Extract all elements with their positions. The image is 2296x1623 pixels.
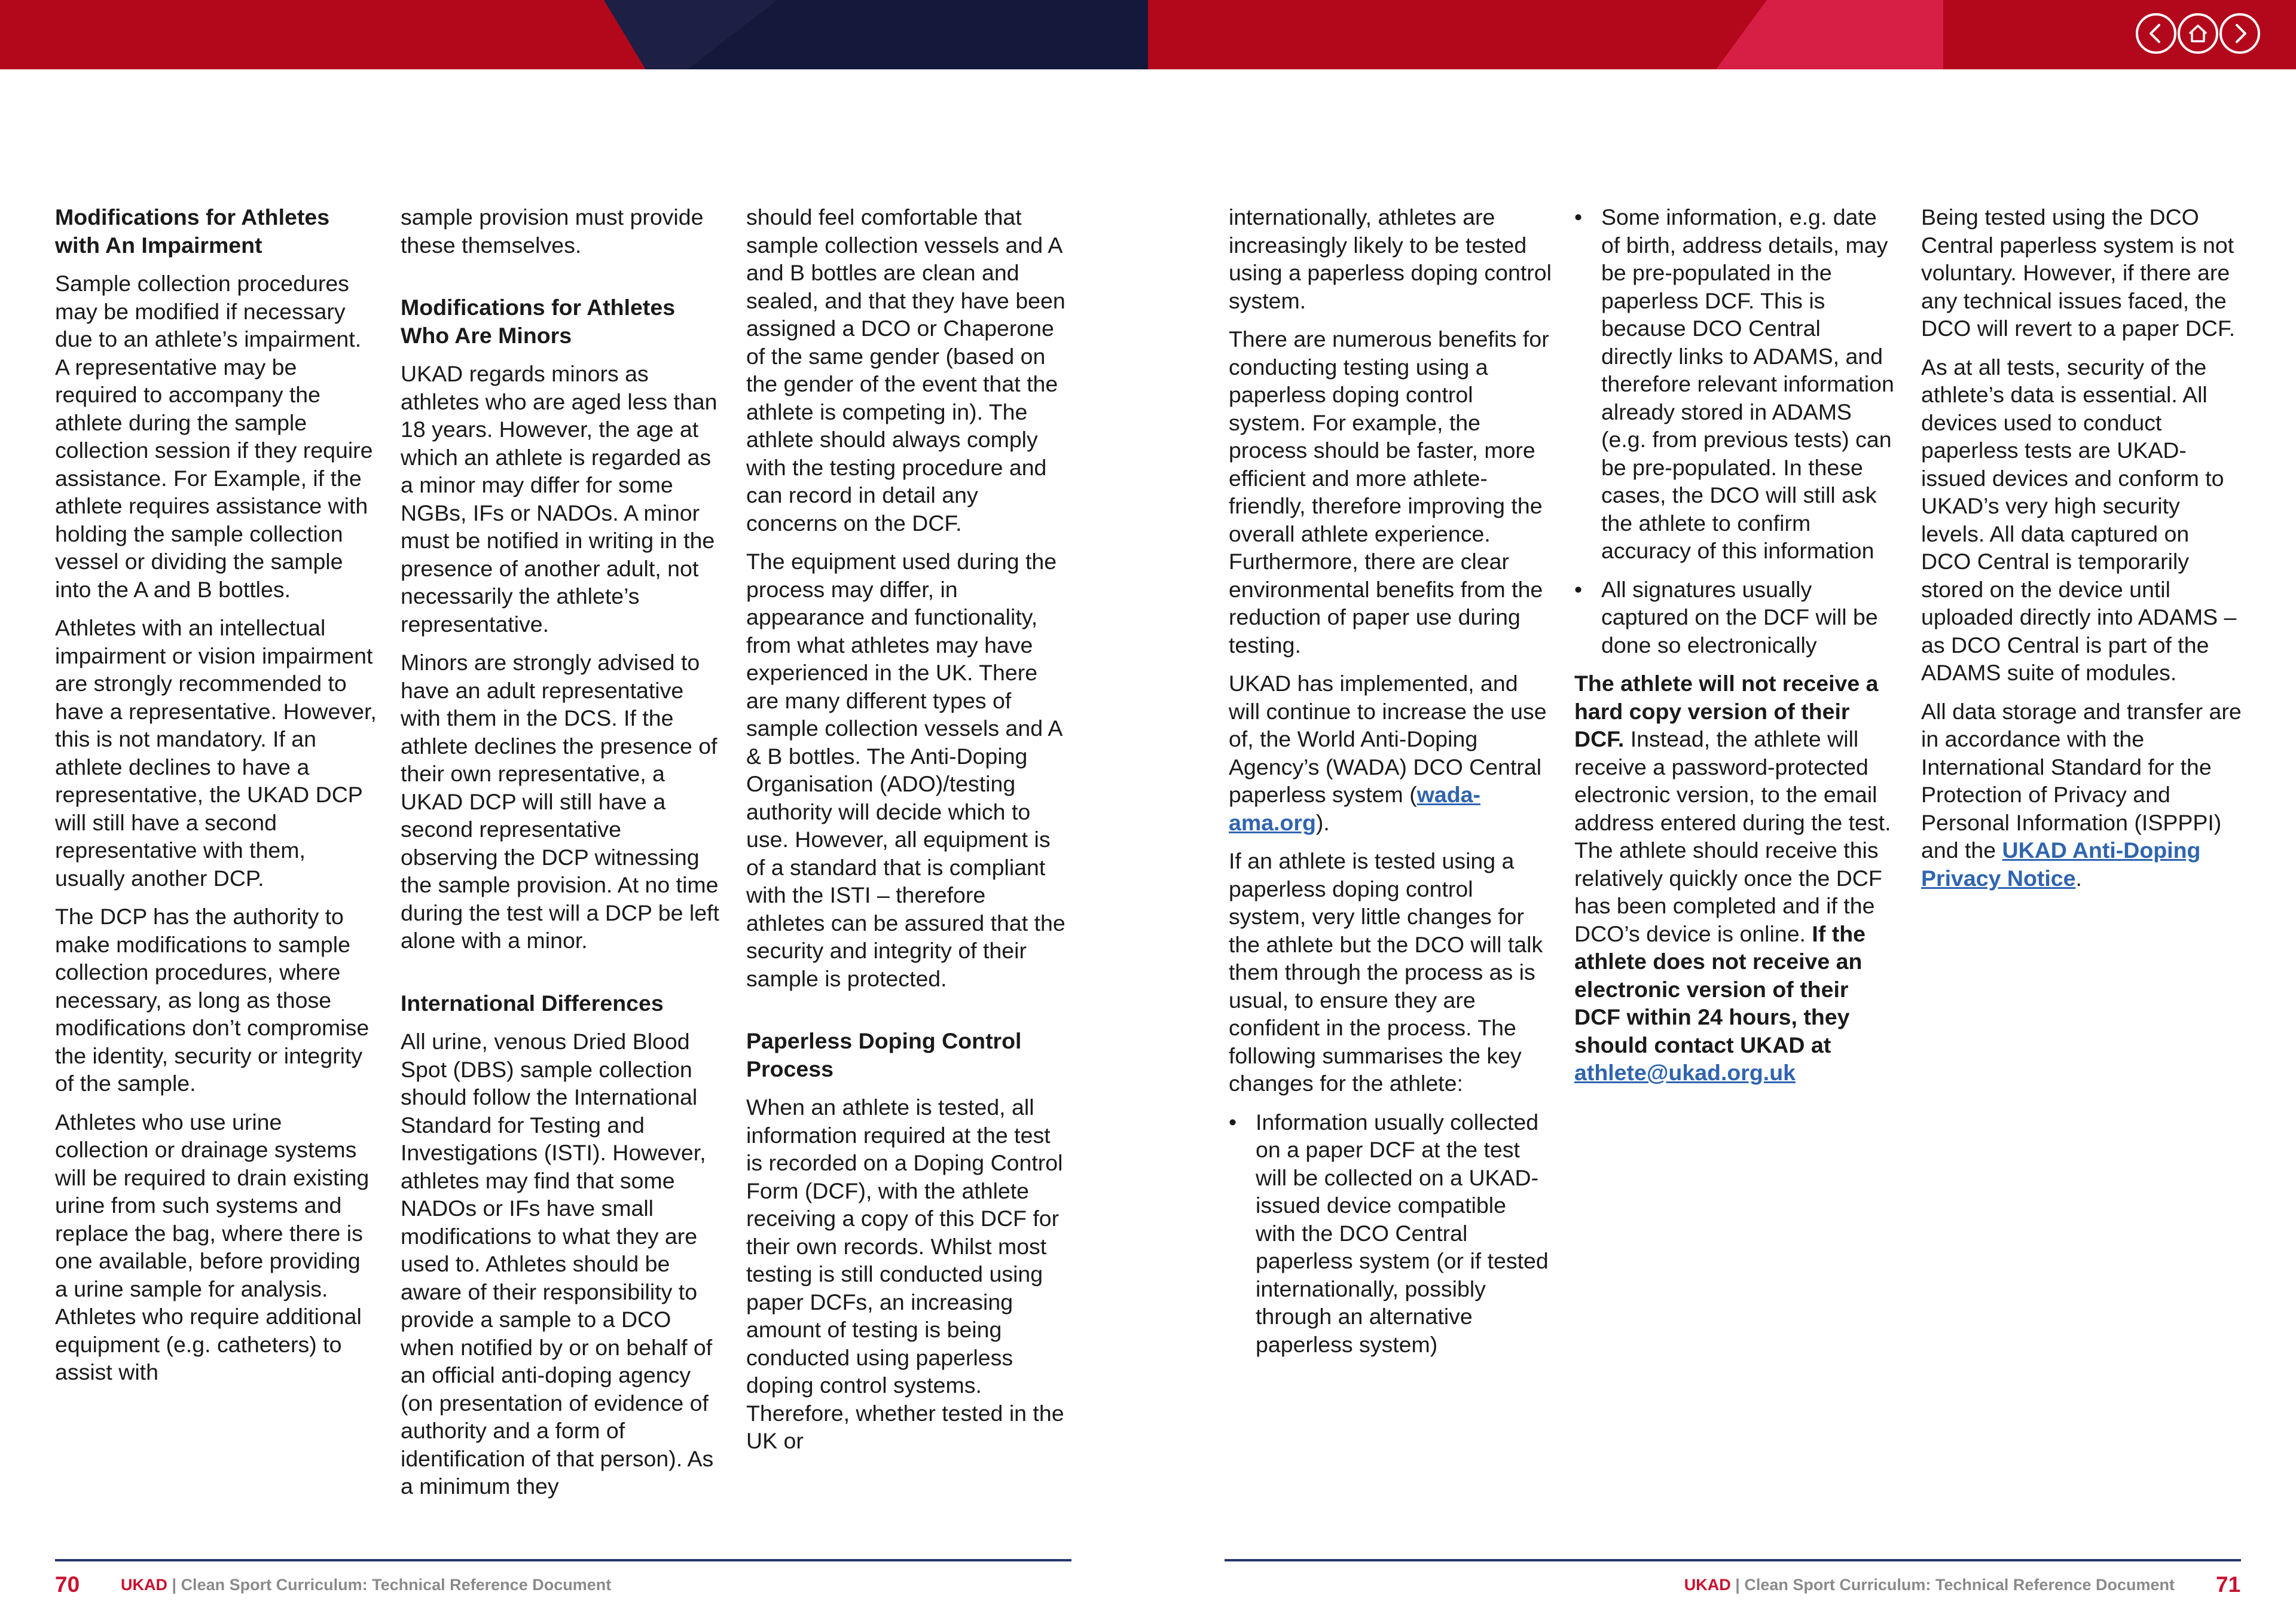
paragraph: UKAD regards minors as athletes who are aged less than 18 years. However, the age at which an athlete is regarded as a minor may differ for some NGBs, IFs or NADOs. A minor must be notified in writing in the presence of another adult, not necessarily the athlete’s representative. (401, 361, 718, 637)
paragraph (1921, 698, 2244, 893)
bullet-list (1574, 203, 1897, 659)
privacy-notice-link[interactable]: UKAD Anti-Doping Privacy Notice (1921, 838, 2201, 891)
header-decoration (0, 0, 2296, 69)
page-number-right: 71 (2216, 1572, 2241, 1597)
column-6 (1921, 203, 2244, 903)
footer-brand: UKAD (121, 1576, 167, 1594)
footer-separator: | (167, 1576, 181, 1594)
paragraph: The DCP has the authority to make modifications to sample collection procedures, where necessary, as long as those modifications don’t compromise the identity, security or integrity of the sample. (55, 904, 370, 1096)
footer-separator: | (1730, 1576, 1745, 1594)
paragraph (1574, 670, 1897, 1087)
list-item: • Information usually collected on a paper DCF at the test will be collected on a UKAD-issued device compatible with the DCO Central paperless system (or if tested internationally, possibly through an alternative paperless system) (1256, 1108, 1552, 1359)
heading-international: International Differences (401, 990, 664, 1016)
bold-text: If the athlete does not receive an electronic version of their DCF within 24 hours, they should contact UKAD at (1574, 921, 1866, 1057)
bullet-list (1229, 1108, 1552, 1359)
list-item: • All signatures usually captured on the DCF will be done so electronically (1601, 576, 1897, 659)
header-banner (0, 0, 2296, 69)
paragraph: The equipment used during the process may differ, in appearance and functionality, from what athletes may have experienced in the UK. There are many different types of sample collection vessels and A & B bottles. The Anti-Doping Organisation (ADO)/testing authority will decide which to use. However, all equipment is of a standard that is compliant with the ISTI – therefore athletes can be assured that the security and integrity of their sample is protected. (746, 549, 1065, 991)
heading-paperless: Paperless Doping Control Process (746, 1028, 1022, 1081)
footer-title-left (121, 1576, 611, 1594)
chevron-left-icon[interactable] (2136, 13, 2176, 54)
footer-title-right (1684, 1576, 2175, 1594)
list-item: • Some information, e.g. date of birth, address details, may be pre-populated in the paperless DCF. This is because DCO Central directly links to ADAMS, and therefore relevant information already stored in ADAMS (e.g. from previous tests) can be pre-populated. In these cases, the DCO will still ask the athlete to confirm accuracy of this information (1601, 203, 1897, 565)
paragraph: should feel comfortable that sample collection vessels and A and B bottles are clean and sealed, and that they have been assigned a DCO or Chaperone of the same gender (based on the gender of the event that the athlete is competing in). The athlete should always comply with the testing procedure and can record in detail any concerns on the DCF. (746, 204, 1065, 536)
heading-impairment: Modifications for Athletes with An Impairment (55, 204, 330, 258)
paragraph: There are numerous benefits for conducting testing using a paperless doping control system. For example, the process should be faster, more efficient and more athlete-friendly, therefore improving the overall athlete experience. Furthermore, there are clear environmental benefits from the reduction of paper use during testing. (1229, 326, 1549, 658)
paragraph: Athletes who use urine collection or drainage systems will be required to drain existing urine from such systems and replace the bag, where there is one available, before providing a urine sample for analysis. Athletes who require additional equipment (e.g. catheters) to assist with (55, 1109, 370, 1384)
paragraph: Athletes with an intellectual impairment or vision impairment are strongly recommended to have a representative. However, this is not mandatory. If an athlete declines to have a representative, the UKAD DCP will still have a second representative with them, usually another DCP. (55, 615, 377, 891)
nav-buttons (2136, 13, 2260, 56)
column-4 (1229, 203, 1552, 1369)
column-5 (1574, 203, 1897, 1098)
paragraph: All urine, venous Dried Blood Spot (DBS) sample collection should follow the International Standard for Testing and Investigations (ISTI). However, athletes may find that some NADOs or IFs have small modifications to what they are used to. Athletes should be aware of their responsibility to provide a sample to a DCO when notified by or on behalf of an official anti-doping agency (on presentation of evidence of authority and a form of identification of that person). As a minimum they (401, 1029, 714, 1499)
footer-divider (1225, 1559, 2241, 1561)
email-link[interactable]: athlete@ukad.org.uk (1574, 1060, 1796, 1085)
text: Instead, the athlete will receive a password-protected electronic version, to the email address entered during the test. The athlete should receive this relatively quickly once the DCF has been completed and if the DCO’s device is online. (1574, 726, 1891, 946)
text: ). (1315, 809, 1330, 835)
paragraph: internationally, athletes are increasingly likely to be tested using a paperless doping control system. (1229, 204, 1552, 313)
wada-link[interactable]: wada-ama.org (1229, 782, 1480, 835)
footer-brand: UKAD (1684, 1576, 1731, 1594)
chevron-right-icon[interactable] (2219, 13, 2260, 54)
home-icon[interactable] (2178, 13, 2218, 54)
column-3 (746, 203, 1069, 1466)
column-2 (401, 203, 723, 1511)
text: UKAD has implemented, and will continue to increase the use of, the World Anti-Doping Agency’s (WADA) DCO Central paperless system ( (1229, 671, 1547, 807)
column-1 (55, 203, 378, 1397)
paragraph: When an athlete is tested, all information required at the test is recorded on a Doping Control Form (DCF), with the athlete receiving a copy of this DCF for their own records. Whilst most testing is still conducted using paper DCFs, an increasing amount of testing is being conducted using paperless doping control systems. Therefore, whether tested in the UK or (746, 1095, 1064, 1453)
paragraph: As at all tests, security of the athlete’s data is essential. All devices used to conduct paperless tests are UKAD-issued devices and conform to UKAD’s very high security levels. All data captured on DCO Central is temporarily stored on the device until uploaded directly into ADAMS – as DCO Central is part of the ADAMS suite of modules. (1921, 354, 2237, 685)
page-number-left: 70 (55, 1572, 80, 1597)
paragraph (1229, 670, 1552, 836)
text: . (2075, 865, 2082, 891)
paragraph: Minors are strongly advised to have an adult representative with them in the DCS. If the athlete declines the presence of their own representative, a UKAD DCP will still have a second representative observing the DCP witnessing the sample provision. At no time during the test will a DCP be left alone with a minor. (401, 650, 719, 953)
text: All data storage and transfer are in accordance with the International Standard for the Protection of Privacy and Personal Information (ISPPPI) and the (1921, 698, 2242, 863)
footer-doc-title: Clean Sport Curriculum: Technical Reference Document (1744, 1576, 2175, 1594)
paragraph: Being tested using the DCO Central paperless system is not voluntary. However, if there are any technical issues faced, the DCO will revert to a paper DCF. (1921, 204, 2236, 341)
heading-minors: Modifications for Athletes Who Are Minors (401, 295, 676, 348)
footer-doc-title: Clean Sport Curriculum: Technical Reference Document (181, 1576, 612, 1594)
footer-divider (55, 1559, 1071, 1561)
paragraph: If an athlete is tested using a paperless doping control system, very little changes for the athlete but the DCO will talk them through the process as is usual, to ensure they are confident in the process. The following summarises the key changes for the athlete: (1229, 848, 1543, 1096)
paragraph: sample provision must provide these themselves. (401, 204, 704, 258)
bold-text: The athlete will not receive a hard copy version of their DCF. (1574, 671, 1879, 751)
paragraph: Sample collection procedures may be modified if necessary due to an athlete’s impairment. A representative may be required to accompany the athlete during the sample collection session if they require assistance. For Example, if the athlete requires assistance with holding the sample collection vessel or dividing the sample into the A and B bottles. (55, 271, 373, 602)
